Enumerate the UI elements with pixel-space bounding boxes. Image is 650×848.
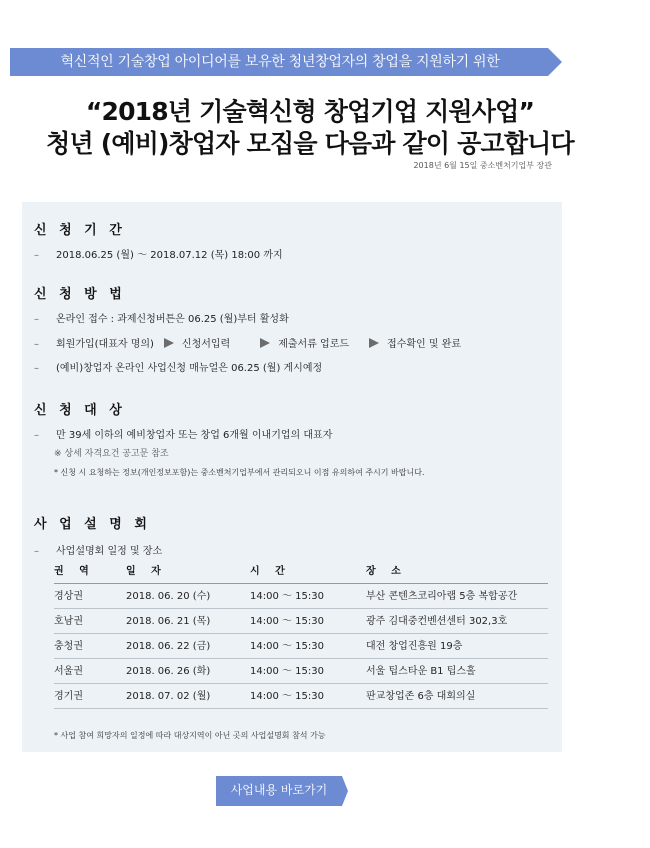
cell-region: 호남권 — [54, 616, 83, 627]
period-item — [34, 246, 283, 261]
top-banner — [10, 48, 562, 76]
table-row — [54, 609, 548, 634]
table-row — [54, 659, 548, 684]
section-title-method: 신 청 방 법 — [34, 287, 126, 302]
step-label: 접수확인 및 완료 — [387, 339, 462, 350]
cell-region: 충청권 — [54, 641, 83, 652]
period-text: 2018.06.25 (월) ～ 2018.07.12 (목) 18:00 까지 — [56, 250, 283, 261]
cell-time: 14:00 ～ 15:30 — [250, 591, 324, 602]
cell-venue: 판교창업존 6층 대회의실 — [366, 691, 476, 702]
cell-date: 2018. 06. 21 (목) — [126, 616, 211, 627]
method-manual-text: (예비)창업자 온라인 사업신청 매뉴얼은 06.25 (월) 게시예정 — [56, 363, 323, 374]
cell-venue: 부산 콘텐츠코리아랩 5층 복합공간 — [366, 591, 518, 602]
cell-venue: 광주 김대중컨벤션센터 302,3호 — [366, 616, 508, 627]
cell-time: 14:00 ～ 15:30 — [250, 666, 324, 677]
triangle-arrow-icon — [164, 338, 174, 348]
step-label: 회원가입(대표자 명의) — [56, 339, 154, 350]
headline-line1: “2018년 기술혁신형 창업기업 지원사업” — [85, 97, 535, 126]
briefing-schedule-table — [54, 562, 548, 709]
cell-region: 경상권 — [54, 591, 83, 602]
triangle-arrow-icon — [260, 338, 270, 348]
dash-bullet: – — [34, 250, 39, 261]
cell-venue: 서울 팁스타운 B1 팁스홀 — [366, 666, 476, 677]
step-label: 신청서입력 — [181, 339, 231, 350]
dash-bullet: – — [34, 339, 39, 350]
section-title-target: 신 청 대 상 — [34, 403, 126, 418]
dash-bullet: – — [34, 363, 39, 374]
dash-bullet: – — [34, 546, 39, 557]
briefing-subtitle-item — [34, 542, 162, 557]
cell-venue: 대전 창업진흥원 19층 — [366, 641, 463, 652]
cell-date: 2018. 06. 20 (수) — [126, 591, 211, 602]
table-row — [54, 684, 548, 709]
target-text: 만 39세 이하의 예비창업자 또는 창업 6개월 이내기업의 대표자 — [56, 430, 333, 441]
briefing-footnote: * 사업 참여 희망자의 일정에 따라 대상지역이 아닌 곳의 사업설명회 참석 가능 — [54, 731, 326, 740]
cta-label: 사업내용 바로가기 — [230, 783, 328, 797]
header-venue: 장 소 — [366, 566, 407, 577]
dash-bullet: – — [34, 314, 39, 325]
briefing-subtitle: 사업설명회 일정 및 장소 — [56, 546, 163, 557]
triangle-arrow-icon — [369, 338, 379, 348]
privacy-note: * 신청 시 요청하는 정보(개인정보포함)는 중소벤처기업부에서 관리되오니 이점 유의하여 주시기 바랍니다. — [54, 468, 425, 477]
dash-bullet: – — [34, 430, 39, 441]
cell-time: 14:00 ～ 15:30 — [250, 641, 324, 652]
step-label: 제출서류 업로드 — [278, 339, 350, 350]
method-steps-item — [34, 335, 461, 350]
cell-date: 2018. 07. 02 (월) — [126, 691, 211, 702]
cell-region: 경기권 — [54, 691, 83, 702]
header-region: 권 역 — [54, 566, 95, 577]
method-manual-item — [34, 359, 322, 374]
method-online-item — [34, 310, 289, 325]
target-item — [34, 426, 332, 441]
section-title-period: 신 청 기 간 — [34, 223, 126, 238]
cell-time: 14:00 ～ 15:30 — [250, 691, 324, 702]
section-title-briefing: 사 업 설 명 회 — [34, 517, 151, 532]
table-row — [54, 634, 548, 659]
announcement-date: 2018년 6월 15일 중소벤처기업부 장관 — [413, 161, 552, 170]
table-header-row — [54, 562, 548, 584]
target-note: ※ 상세 자격요건 공고문 참조 — [54, 449, 169, 459]
banner-text: 혁신적인 기술창업 아이디어를 보유한 청년창업자의 창업을 지원하기 위한 — [60, 54, 500, 70]
headline-line2: 청년 (예비)창업자 모집을 다음과 같이 공고합니다 — [46, 129, 574, 158]
cell-region: 서울권 — [54, 666, 83, 677]
header-time: 시 간 — [250, 566, 291, 577]
table-row — [54, 584, 548, 609]
go-to-business-info-button[interactable] — [216, 776, 348, 806]
cell-date: 2018. 06. 22 (금) — [126, 641, 211, 652]
header-date: 일 자 — [126, 566, 167, 577]
cell-date: 2018. 06. 26 (화) — [126, 666, 211, 677]
method-online-text: 온라인 접수 : 과제신청버튼은 06.25 (월)부터 활성화 — [56, 314, 289, 325]
cell-time: 14:00 ～ 15:30 — [250, 616, 324, 627]
